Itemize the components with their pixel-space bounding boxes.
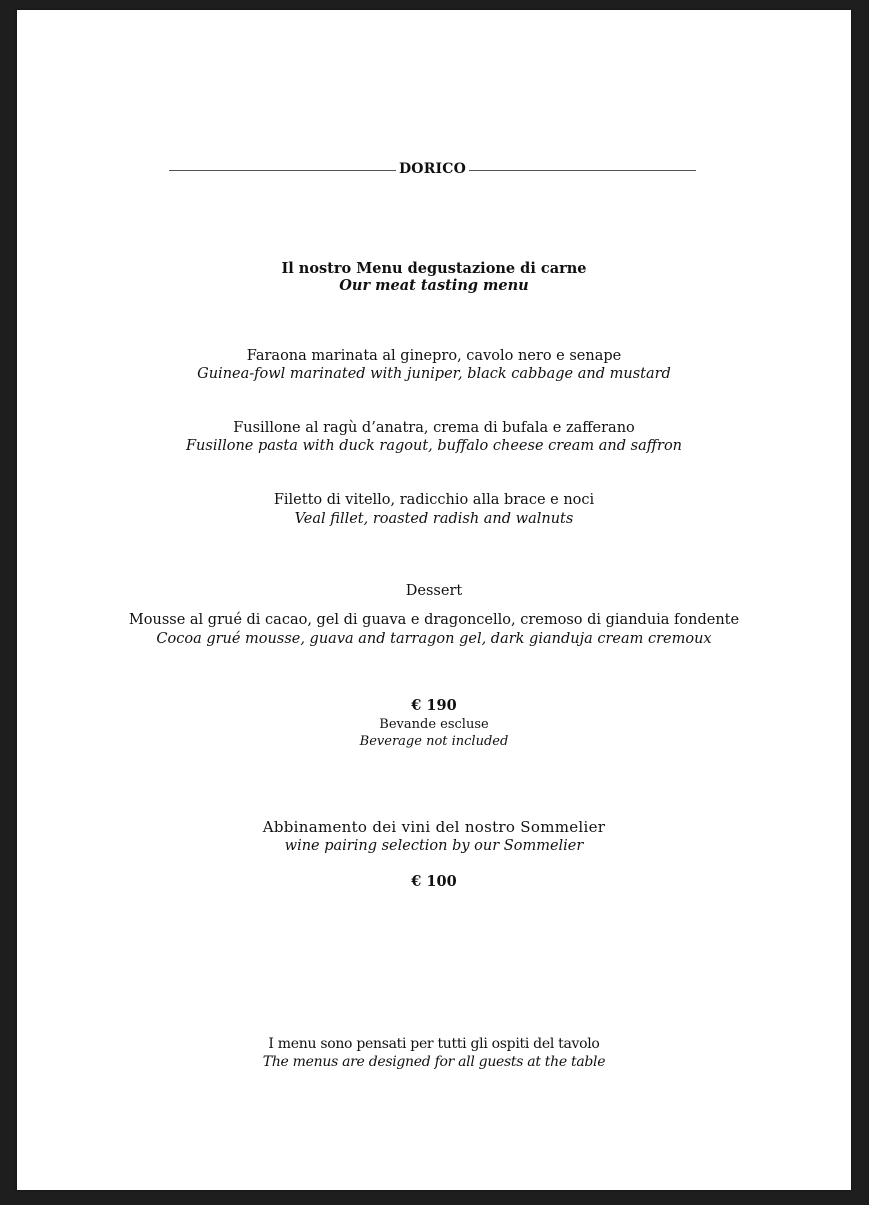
header-rule-right — [469, 170, 696, 171]
menu-page — [17, 10, 851, 1190]
course-2-en: Fusillone pasta with duck ragout, buffalo cheese cream and saffron — [185, 438, 683, 454]
course-3-en: Veal fillet, roasted radish and walnuts — [294, 511, 574, 527]
dessert-it: Mousse al grué di cacao, gel di guava e dragoncello, cremoso di gianduia fondente — [128, 612, 740, 628]
beverage-note-en: Beverage not included — [359, 734, 509, 749]
dessert-heading: Dessert — [405, 583, 463, 599]
course-1-en: Guinea-fowl marinated with juniper, black cabbage and mustard — [197, 366, 671, 382]
wine-pairing-price: € 100 — [411, 873, 457, 890]
course-2-it: Fusillone al ragù d’anatra, crema di bufala e zafferano — [233, 420, 635, 436]
menu-price: € 190 — [411, 697, 457, 714]
beverage-note-it: Bevande escluse — [379, 717, 489, 732]
menu-title-en: Our meat tasting menu — [339, 277, 529, 294]
footer-note-it: I menu sono pensati per tutti gli ospiti del tavolo — [268, 1036, 600, 1052]
wine-pairing-it: Abbinamento dei vini del nostro Sommelier — [262, 818, 606, 836]
restaurant-name: DORICO — [398, 161, 467, 177]
menu-title-it: Il nostro Menu degustazione di carne — [281, 260, 587, 277]
course-3-it: Filetto di vitello, radicchio alla brace e noci — [273, 492, 595, 508]
header-row — [169, 161, 696, 177]
footer-note-en: The menus are designed for all guests at the table — [262, 1054, 606, 1070]
wine-pairing-en: wine pairing selection by our Sommelier — [284, 838, 584, 854]
dessert-en: Cocoa grué mousse, guava and tarragon gel, dark gianduja cream cremoux — [156, 631, 712, 647]
header-rule-left — [169, 170, 396, 171]
course-1-it: Faraona marinata al ginepro, cavolo nero e senape — [246, 348, 622, 364]
